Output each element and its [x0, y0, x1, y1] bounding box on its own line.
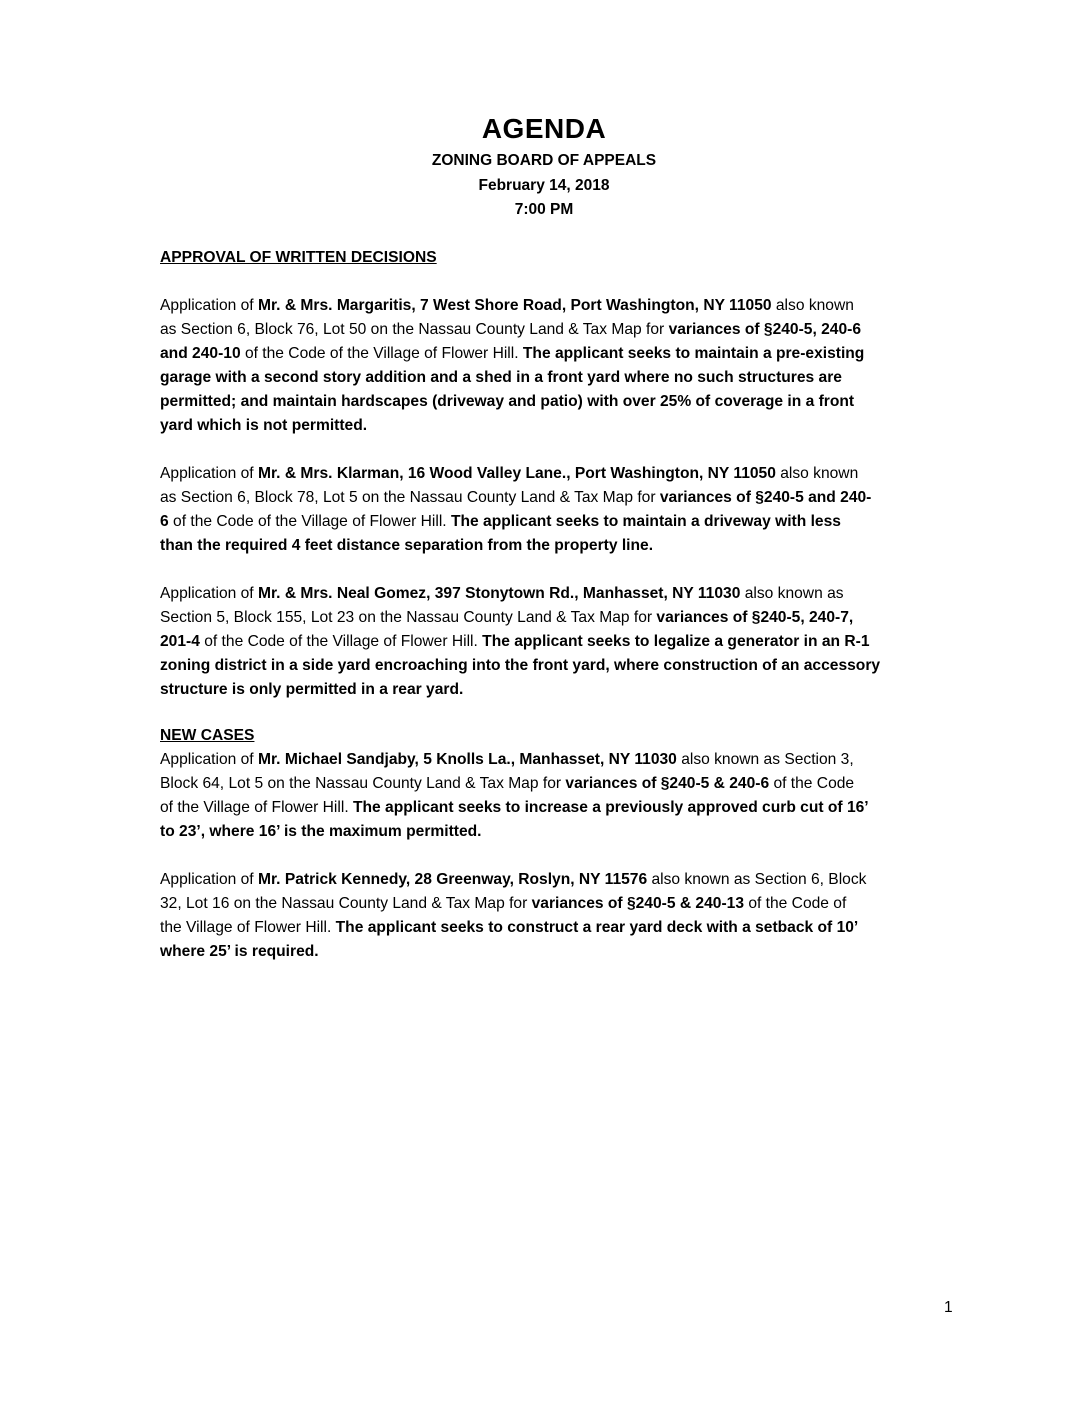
approval-section-heading [160, 246, 960, 270]
application-klarman: Application of Mr. & Mrs. Klarman, 16 Wood Valley Lane., Port Washington, NY 11050 also known as Section 6, Block 78, Lot 5 on the Nassau County Land & Tax Map for variances of §240-5 and 240- 6 of the Code of the Village of Flower Hill. The applicant seeks to maintain a driveway with less than the required 4 feet distance separation from the property line. [160, 465, 872, 554]
application-gomez: Application of Mr. & Mrs. Neal Gomez, 397 Stonytown Rd., Manhasset, NY 11030 also known as Section 5, Block 155, Lot 23 on the Nassau County Land & Tax Map for variances of §240-5, 240-7, 201-4 of the Code of the Village of Flower Hill. The applicant seeks to legalize a generator in an R-1 zoning district in a side yard encroaching into the front yard, where construction of an accessory structure is only permitted in a rear yard. [160, 585, 881, 698]
application-kennedy: Application of Mr. Patrick Kennedy, 28 Greenway, Roslyn, NY 11576 also known as Section 6, Block 32, Lot 16 on the Nassau County Land & Tax Map for variances of §240-5 & 240-13 of the Code of the Village of Flower Hill. The applicant seeks to construct a rear yard deck with a setback of 10’ where 25’ is required. [160, 871, 867, 960]
application-margaritis: Application of Mr. & Mrs. Margaritis, 7 West Shore Road, Port Washington, NY 11050 also known as Section 6, Block 76, Lot 50 on the Nassau County Land & Tax Map for variances of §240-5, 240-6 and 240-10 of the Code of the Village of Flower Hill. The applicant seeks to maintain a pre-existing garage with a second story addition and a shed in a front yard where no such structures are permitted; and maintain hardscapes (driveway and patio) with over 25% of coverage in a front yard which is not permitted. [160, 297, 865, 434]
meeting-date: February 14, 2018 [478, 177, 610, 194]
new-cases-heading: NEW CASES [160, 727, 255, 744]
agenda-title: AGENDA [481, 113, 607, 144]
page-number: 1 [944, 1299, 953, 1316]
approval-heading: APPROVAL OF WRITTEN DECISIONS [160, 249, 437, 266]
meeting-time: 7:00 PM [514, 201, 574, 218]
board-name: ZONING BOARD OF APPEALS [431, 152, 657, 169]
application-sandjaby: NEW CASES Application of Mr. Michael Sandjaby, 5 Knolls La., Manhasset, NY 11030 also known as Section 3, Block 64, Lot 5 on the Nassau County Land & Tax Map for variances of §240-5 & 240-6 of the Code of the Village of Flower Hill. The applicant seeks to increase a previously approved curb cut of 16’ to 23’, where 16’ is the maximum permitted. [160, 727, 869, 840]
